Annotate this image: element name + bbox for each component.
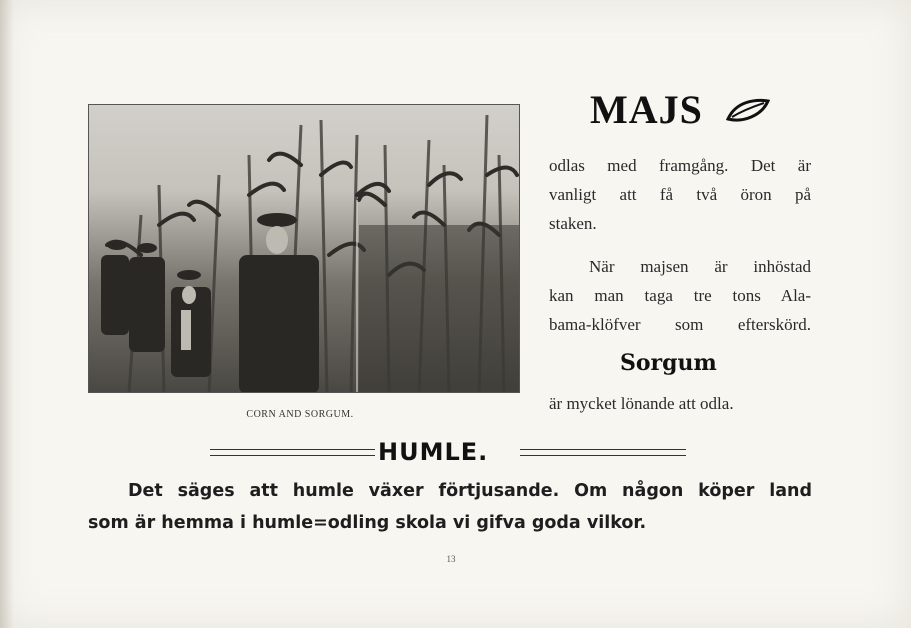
humle-line: Det säges att humle växer förtjusande. Om någon köper land — [128, 481, 812, 501]
harvest-paragraph — [549, 252, 811, 339]
field-illustration — [89, 105, 520, 393]
sorgum-heading: Sorgum — [620, 350, 717, 376]
page-fold-shadow — [0, 0, 14, 628]
sorgum-paragraph: är mycket lönande att odla. — [549, 394, 734, 413]
harvest-line: kan man taga tre tons Ala- — [549, 286, 811, 305]
majs-heading: MAJS — [590, 87, 703, 132]
humle-rule-right — [520, 449, 686, 456]
humle-rule-left — [210, 449, 375, 456]
leaf-ornament-icon — [726, 97, 770, 123]
humle-line: som är hemma i humle=odling skola vi gifva goda vilkor. — [88, 513, 647, 533]
humle-heading: HUMLE. — [378, 438, 489, 466]
photo-caption: CORN AND SORGUM. — [246, 409, 354, 420]
corn-and-sorgum-photo — [88, 104, 520, 393]
humle-paragraph — [88, 475, 812, 539]
page-number: 13 — [446, 554, 456, 564]
harvest-line: bama-klöfver som efterskörd. — [549, 315, 811, 334]
majs-line: vanligt att få två öron på — [549, 185, 811, 204]
majs-line: odlas med framgång. Det är — [549, 156, 811, 175]
majs-line: staken. — [549, 214, 597, 233]
harvest-line: När majsen är inhöstad — [589, 257, 811, 276]
majs-paragraph — [549, 151, 811, 238]
